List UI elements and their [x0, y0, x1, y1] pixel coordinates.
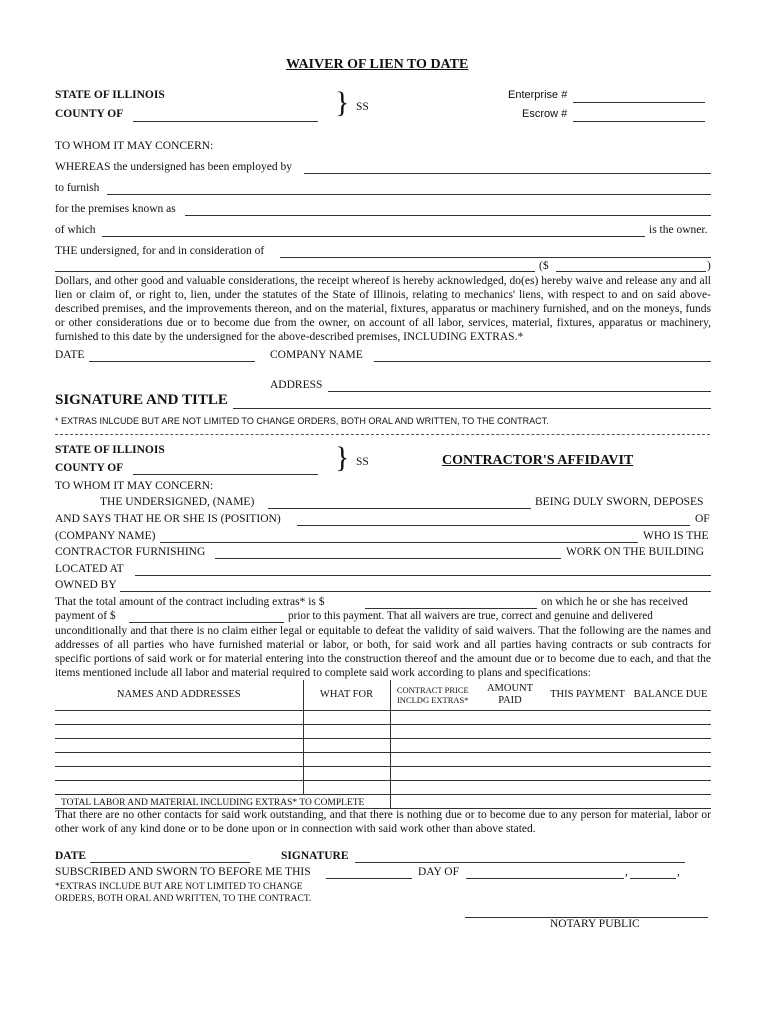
company-name-field[interactable]: [374, 348, 711, 362]
position-field[interactable]: [297, 512, 690, 526]
waiver-brace-icon: }: [335, 86, 350, 119]
table-row: [55, 710, 711, 724]
address-label: ADDRESS: [270, 379, 323, 391]
premises-field[interactable]: [185, 202, 711, 216]
cell[interactable]: [630, 724, 711, 738]
waiver-extras-note: * EXTRAS INLCUDE BUT ARE NOT LIMITED TO CHANGE ORDERS, BOTH ORAL AND WRITTEN, TO THE CONTRACT.: [55, 416, 549, 426]
subscribed-label: SUBSCRIBED AND SWORN TO BEFORE ME THIS: [55, 866, 311, 878]
cell[interactable]: [630, 780, 711, 794]
cell[interactable]: [390, 752, 475, 766]
contract-total-field[interactable]: [365, 595, 537, 609]
undersigned-name-label: THE UNDERSIGNED, (NAME): [100, 496, 255, 508]
cell[interactable]: [630, 766, 711, 780]
cell[interactable]: [55, 752, 303, 766]
located-at-field[interactable]: [135, 562, 711, 576]
affidavit-ss-label: SS: [356, 456, 369, 468]
cell[interactable]: [390, 710, 475, 724]
table-row: [55, 724, 711, 738]
col-contract-price: CONTRACT PRICE INCLDG EXTRAS*: [390, 680, 475, 710]
cell[interactable]: [475, 710, 545, 724]
enterprise-label: Enterprise #: [508, 89, 568, 101]
cell[interactable]: [303, 752, 390, 766]
affidavit-signature-field[interactable]: [355, 849, 685, 863]
position-label: AND SAYS THAT HE OR SHE IS (POSITION): [55, 513, 281, 525]
escrow-field[interactable]: [573, 108, 705, 122]
who-is-label: WHO IS THE: [643, 530, 709, 542]
total-label: TOTAL LABOR AND MATERIAL INCLUDING EXTRAS* TO COMPLETE: [55, 794, 390, 808]
cell[interactable]: [390, 780, 475, 794]
cell[interactable]: [390, 738, 475, 752]
cell[interactable]: [303, 710, 390, 724]
col-what-for: WHAT FOR: [303, 680, 390, 710]
waiver-to-whom: TO WHOM IT MAY CONCERN:: [55, 140, 214, 152]
col-this-payment: THIS PAYMENT: [545, 680, 630, 710]
amount-field[interactable]: [556, 258, 706, 272]
cell[interactable]: [55, 738, 303, 752]
cell[interactable]: [475, 738, 545, 752]
signature-title-field[interactable]: [233, 394, 711, 409]
comma-separator-end: ,: [677, 866, 680, 878]
whereas-label: WHEREAS the undersigned has been employed by: [55, 161, 292, 173]
amount-words-field[interactable]: [55, 258, 535, 272]
address-field[interactable]: [328, 378, 711, 392]
employed-by-field[interactable]: [304, 160, 711, 174]
affidavit-extras-note-1: *EXTRAS INCLUDE BUT ARE NOT LIMITED TO CHANGE: [55, 882, 303, 892]
undersigned-name-field[interactable]: [268, 495, 531, 509]
affidavit-title: CONTRACTOR'S AFFIDAVIT: [442, 453, 634, 468]
waivers-true-label: prior to this payment. That all waivers are true, correct and genuine and delivered: [288, 610, 653, 622]
comma-separator: ,: [625, 866, 628, 878]
waiver-state-label: STATE OF ILLINOIS: [55, 89, 165, 101]
payees-table: [55, 680, 711, 809]
total-cell[interactable]: [390, 794, 475, 808]
furnish-field[interactable]: [107, 181, 711, 195]
located-at-label: LOCATED AT: [55, 563, 124, 575]
col-amount-paid: AMOUNT PAID: [475, 680, 545, 710]
table-row: [55, 766, 711, 780]
no-other-contracts: That there are no other contacts for said work outstanding, and that there is nothing due or to become due to any person for material, labor or other work of any kind done or to be done upon or in connection with said work other than above stated.: [55, 809, 711, 835]
affidavit-body: unconditionally and that there is no claim either legal or equitable to defeat the validity of said waivers. That the following are the names and addresses of all parties who have furnished material or labor, or both, for said work and all parties having contracts or sub contracts for specific portions of said work or for material entering into the construction thereof and the amount due or to become due to each, and that the items mentioned include all labor and material required to complete said work according to plans and specifications:: [55, 625, 711, 679]
cell[interactable]: [545, 710, 630, 724]
total-cell[interactable]: [630, 794, 711, 808]
year-field[interactable]: [630, 865, 676, 879]
is-owner-label: is the owner.: [649, 224, 708, 236]
waiver-date-label: DATE: [55, 349, 85, 361]
affidavit-to-whom: TO WHOM IT MAY CONCERN:: [55, 480, 214, 492]
owned-by-field[interactable]: [120, 578, 711, 592]
affidavit-county-label: COUNTY OF: [55, 462, 124, 474]
affidavit-extras-note-2: ORDERS, BOTH ORAL AND WRITTEN, TO THE CONTRACT.: [55, 894, 312, 904]
waiver-title: WAIVER OF LIEN TO DATE: [286, 57, 469, 72]
owner-field[interactable]: [102, 223, 645, 237]
day-of-label: DAY OF: [418, 866, 460, 878]
cell[interactable]: [303, 766, 390, 780]
notary-signature-field[interactable]: [465, 904, 708, 918]
owned-by-label: OWNED BY: [55, 579, 117, 591]
payment-label: payment of $: [55, 610, 116, 622]
cell[interactable]: [545, 752, 630, 766]
contract-total-label: That the total amount of the contract including extras* is $: [55, 596, 325, 608]
cell[interactable]: [545, 766, 630, 780]
cell[interactable]: [303, 738, 390, 752]
cell[interactable]: [475, 724, 545, 738]
cell[interactable]: [55, 766, 303, 780]
contractor-furnishing-field[interactable]: [215, 545, 561, 559]
dollar-close: ): [707, 260, 711, 272]
table-row: [55, 738, 711, 752]
contractor-furnishing-label: CONTRACTOR FURNISHING: [55, 546, 206, 558]
received-label: on which he or she has received: [541, 596, 688, 608]
being-sworn-label: BEING DULY SWORN, DEPOSES: [535, 496, 704, 508]
waiver-date-field[interactable]: [89, 348, 255, 362]
affidavit-signature-label: SIGNATURE: [281, 850, 349, 862]
to-furnish-label: to furnish: [55, 182, 100, 194]
cell[interactable]: [390, 724, 475, 738]
affidavit-brace-icon: }: [335, 441, 350, 474]
cell[interactable]: [475, 780, 545, 794]
affidavit-state-label: STATE OF ILLINOIS: [55, 444, 165, 456]
subscribed-day-field[interactable]: [326, 865, 412, 879]
signature-title-label: SIGNATURE AND TITLE: [55, 392, 228, 408]
of-which-label: of which: [55, 224, 96, 236]
table-row: [55, 752, 711, 766]
cell[interactable]: [475, 766, 545, 780]
work-on-label: WORK ON THE BUILDING: [566, 546, 705, 558]
cell[interactable]: [545, 738, 630, 752]
waiver-county-label: COUNTY OF: [55, 108, 124, 120]
waiver-county-field[interactable]: [133, 108, 318, 122]
col-balance-due: BALANCE DUE: [630, 680, 711, 710]
total-cell[interactable]: [545, 794, 630, 808]
waiver-body: Dollars, and other good and valuable considerations, the receipt whereof is hereby acknowledged, do(es) hereby waive and release any and all lien or claim of, or right to, lien, under the statutes of the State of Illinois, relating to mechanics' liens, with respect to and on said above-described premises, and the improvements thereon, and on the material, fixtures, apparatus or machinery furnished, and on the moneys, funds or other considerations due or to become due from the owner, on account of all labor, services, material, fixtures, apparatus or machinery, furnished to this date by the undersigned for the above-described premises, INCLUDING EXTRAS.*: [55, 275, 711, 343]
enterprise-field[interactable]: [573, 89, 705, 103]
table-row: [55, 780, 711, 794]
table-header-row: [55, 680, 711, 710]
premises-label: for the premises known as: [55, 203, 176, 215]
affidavit-date-label: DATE: [55, 850, 87, 862]
cell[interactable]: [630, 738, 711, 752]
col-names-addresses: NAMES AND ADDRESSES: [55, 680, 303, 710]
cell[interactable]: [475, 752, 545, 766]
cell[interactable]: [545, 724, 630, 738]
month-field[interactable]: [466, 865, 624, 879]
total-cell[interactable]: [475, 794, 545, 808]
waiver-ss-label: SS: [356, 101, 369, 113]
of-label: OF: [695, 513, 710, 525]
cell[interactable]: [545, 780, 630, 794]
dollar-open: ($: [539, 260, 549, 272]
consideration-label: THE undersigned, for and in consideration of: [55, 245, 265, 257]
notary-public-label: NOTARY PUBLIC: [550, 918, 640, 930]
cell[interactable]: [55, 780, 303, 794]
cell[interactable]: [303, 724, 390, 738]
affidavit-company-label: (COMPANY NAME): [55, 530, 156, 542]
escrow-label: Escrow #: [522, 108, 568, 120]
cell[interactable]: [390, 766, 475, 780]
cell[interactable]: [630, 710, 711, 724]
section-divider: [55, 434, 710, 435]
company-name-label: COMPANY NAME: [270, 349, 363, 361]
cell[interactable]: [55, 710, 303, 724]
table-total-row: [55, 794, 711, 808]
affidavit-date-field[interactable]: [90, 849, 250, 863]
cell[interactable]: [55, 724, 303, 738]
affidavit-company-field[interactable]: [160, 529, 638, 543]
payment-field[interactable]: [129, 609, 284, 623]
consideration-field[interactable]: [280, 244, 711, 258]
cell[interactable]: [303, 780, 390, 794]
cell[interactable]: [630, 752, 711, 766]
affidavit-county-field[interactable]: [133, 461, 318, 475]
